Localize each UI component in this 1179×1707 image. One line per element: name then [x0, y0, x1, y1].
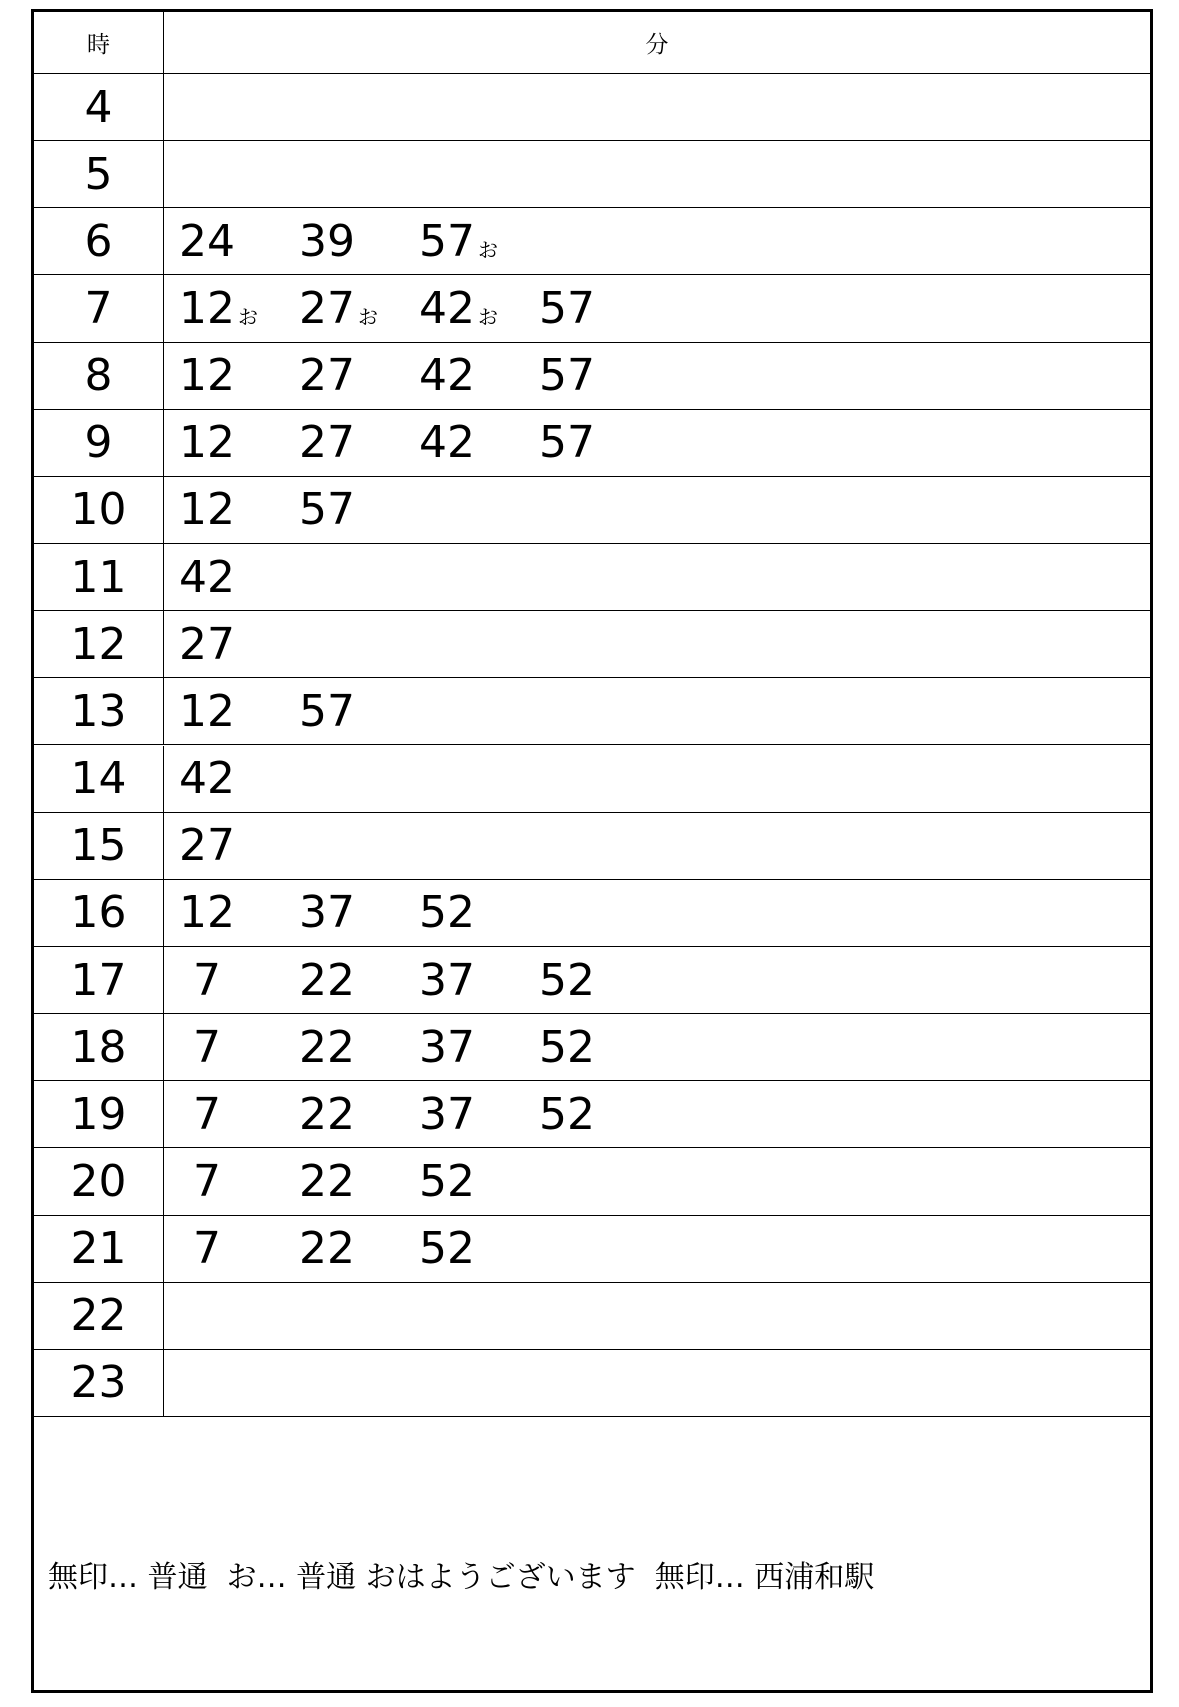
- minute-value: 57: [539, 417, 595, 469]
- departure-minute: [418, 208, 548, 274]
- hour-cell: 14: [34, 746, 164, 812]
- hour-header: 時: [34, 12, 164, 73]
- minute-value: 42: [419, 283, 475, 334]
- departure-minute: [298, 678, 428, 744]
- train-type-mark: お: [238, 305, 258, 329]
- minute-cell: [164, 208, 1150, 274]
- minute-cell: [164, 410, 1150, 476]
- hour-cell: 17: [34, 947, 164, 1013]
- hour-cell: 4: [34, 74, 164, 140]
- hour-row-6: [34, 208, 1150, 275]
- hour-row-4: [34, 74, 1150, 141]
- departure-minute: [418, 947, 548, 1013]
- departure-minute: [298, 208, 428, 274]
- minute-value: 37: [419, 1088, 475, 1140]
- minute-cell: [164, 746, 1150, 812]
- departure-minute: [178, 208, 308, 274]
- minute-cell: [164, 813, 1150, 879]
- hour-cell: 22: [34, 1283, 164, 1349]
- departure-minute: [178, 1081, 308, 1147]
- minute-value: 27: [299, 283, 355, 334]
- hour-cell: 16: [34, 880, 164, 946]
- minute-value: 27: [299, 417, 355, 469]
- hour-row-9: [34, 410, 1150, 477]
- minute-value: 22: [299, 1021, 355, 1073]
- hour-cell: 21: [34, 1216, 164, 1282]
- departure-minute: [178, 813, 308, 879]
- hour-cell: 15: [34, 813, 164, 879]
- departure-minute: [418, 275, 548, 341]
- minute-value: 12: [179, 887, 235, 939]
- minute-value: 42: [419, 350, 475, 402]
- minute-cell: [164, 1081, 1150, 1147]
- hour-row-11: [34, 544, 1150, 611]
- hour-row-23: [34, 1350, 1150, 1417]
- minute-value: 22: [299, 954, 355, 1006]
- minute-value: 22: [299, 1155, 355, 1207]
- legend: 無印… 普通 お… 普通 おはようございます 無印… 西浦和駅: [48, 1560, 875, 1595]
- departure-minute: [538, 1081, 668, 1147]
- hour-row-15: [34, 813, 1150, 880]
- departure-minute: [418, 1081, 548, 1147]
- departure-minute: [178, 880, 308, 946]
- hour-row-21: [34, 1216, 1150, 1283]
- hour-row-17: [34, 947, 1150, 1014]
- minute-value: 24: [179, 215, 235, 267]
- departure-minute: [178, 343, 308, 409]
- minute-value: 27: [179, 618, 235, 670]
- hour-row-8: [34, 343, 1150, 410]
- departure-minute: [418, 880, 548, 946]
- minute-value: 37: [299, 887, 355, 939]
- hour-cell: 8: [34, 343, 164, 409]
- minute-cell: [164, 477, 1150, 543]
- hour-cell: 10: [34, 477, 164, 543]
- minute-value: 7: [193, 1223, 221, 1275]
- minute-cell: [164, 141, 1150, 207]
- departure-minute: [418, 1014, 548, 1080]
- hour-row-16: [34, 880, 1150, 947]
- departure-minute: [178, 275, 308, 341]
- hour-cell: 18: [34, 1014, 164, 1080]
- minute-cell: [164, 1350, 1150, 1416]
- minute-value: 7: [193, 1088, 221, 1140]
- departure-minute: [178, 1014, 308, 1080]
- hour-cell: 7: [34, 275, 164, 341]
- hour-row-22: [34, 1283, 1150, 1350]
- minute-value: 57: [539, 350, 595, 402]
- train-type-mark: お: [358, 305, 378, 329]
- minute-value: 12: [179, 283, 235, 334]
- minute-value: 37: [419, 1021, 475, 1073]
- minute-header: 分: [645, 32, 669, 58]
- minute-cell: [164, 343, 1150, 409]
- hour-row-19: [34, 1081, 1150, 1148]
- departure-minute: [418, 1216, 548, 1282]
- departure-minute: [538, 343, 668, 409]
- minute-value: 12: [179, 417, 235, 469]
- minute-value: 52: [539, 954, 595, 1006]
- minute-cell: [164, 678, 1150, 744]
- minute-cell: [164, 74, 1150, 140]
- minute-cell: [164, 1216, 1150, 1282]
- minute-value: 52: [419, 1155, 475, 1207]
- minute-cell: [164, 544, 1150, 610]
- hour-cell: 6: [34, 208, 164, 274]
- departure-minute: [418, 410, 548, 476]
- minute-cell: [164, 1014, 1150, 1080]
- minute-value: 52: [539, 1021, 595, 1073]
- minute-value: 27: [179, 820, 235, 872]
- minute-cell: [164, 611, 1150, 677]
- hour-cell: 5: [34, 141, 164, 207]
- minute-value: 57: [539, 283, 595, 334]
- hour-row-18: [34, 1014, 1150, 1081]
- departure-minute: [298, 477, 428, 543]
- hour-cell: 19: [34, 1081, 164, 1147]
- hour-row-10: [34, 477, 1150, 544]
- hour-cell: 12: [34, 611, 164, 677]
- minute-cell: [164, 880, 1150, 946]
- minute-value: 7: [193, 1155, 221, 1207]
- hour-cell: 9: [34, 410, 164, 476]
- minute-value: 42: [179, 753, 235, 805]
- hour-cell: 11: [34, 544, 164, 610]
- departure-minute: [298, 1014, 428, 1080]
- departure-minute: [538, 410, 668, 476]
- departure-minute: [298, 410, 428, 476]
- departure-minute: [178, 947, 308, 1013]
- departure-minute: [298, 1216, 428, 1282]
- header-row: [34, 12, 1150, 74]
- minute-value: 22: [299, 1088, 355, 1140]
- departure-minute: [298, 947, 428, 1013]
- departure-minute: [418, 343, 548, 409]
- hour-row-20: [34, 1148, 1150, 1215]
- train-type-mark: お: [478, 237, 498, 262]
- departure-minute: [298, 343, 428, 409]
- departure-minute: [178, 1216, 308, 1282]
- minute-value: 12: [179, 685, 235, 737]
- minute-value: 52: [419, 1223, 475, 1275]
- minute-value: 57: [299, 685, 355, 737]
- minute-value: 42: [179, 551, 235, 603]
- hour-cell: 13: [34, 678, 164, 744]
- minute-value: 52: [539, 1088, 595, 1140]
- departure-minute: [178, 746, 308, 812]
- departure-minute: [298, 1148, 428, 1214]
- hour-row-12: [34, 611, 1150, 678]
- minute-value: 12: [179, 484, 235, 536]
- departure-minute: [178, 678, 308, 744]
- hour-row-5: [34, 141, 1150, 208]
- minute-cell: [164, 947, 1150, 1013]
- minute-value: 7: [193, 954, 221, 1006]
- departure-minute: [178, 410, 308, 476]
- departure-minute: [298, 275, 428, 341]
- minute-value: 27: [299, 350, 355, 402]
- minute-value: 12: [179, 350, 235, 402]
- minute-value: 42: [419, 417, 475, 469]
- departure-minute: [418, 1148, 548, 1214]
- departure-minute: [178, 544, 308, 610]
- timetable: [31, 9, 1153, 1693]
- departure-minute: [178, 477, 308, 543]
- hour-cell: 20: [34, 1148, 164, 1214]
- hour-row-7: [34, 275, 1150, 342]
- departure-minute: [178, 1148, 308, 1214]
- departure-minute: [298, 1081, 428, 1147]
- minute-value: 7: [193, 1021, 221, 1073]
- minute-value: 39: [299, 215, 355, 267]
- hour-row-14: [34, 746, 1150, 813]
- departure-minute: [178, 611, 308, 677]
- departure-minute: [538, 1014, 668, 1080]
- minute-value: 57: [419, 215, 475, 267]
- hour-cell: 23: [34, 1350, 164, 1416]
- minute-value: 57: [299, 484, 355, 536]
- minute-value: 22: [299, 1223, 355, 1275]
- minute-cell: [164, 1283, 1150, 1349]
- minute-cell: [164, 275, 1150, 341]
- train-type-mark: お: [478, 305, 498, 329]
- minute-value: 52: [419, 887, 475, 939]
- minute-cell: [164, 1148, 1150, 1214]
- departure-minute: [298, 880, 428, 946]
- minute-value: 37: [419, 954, 475, 1006]
- hour-row-13: [34, 678, 1150, 745]
- departure-minute: [538, 275, 668, 341]
- departure-minute: [538, 947, 668, 1013]
